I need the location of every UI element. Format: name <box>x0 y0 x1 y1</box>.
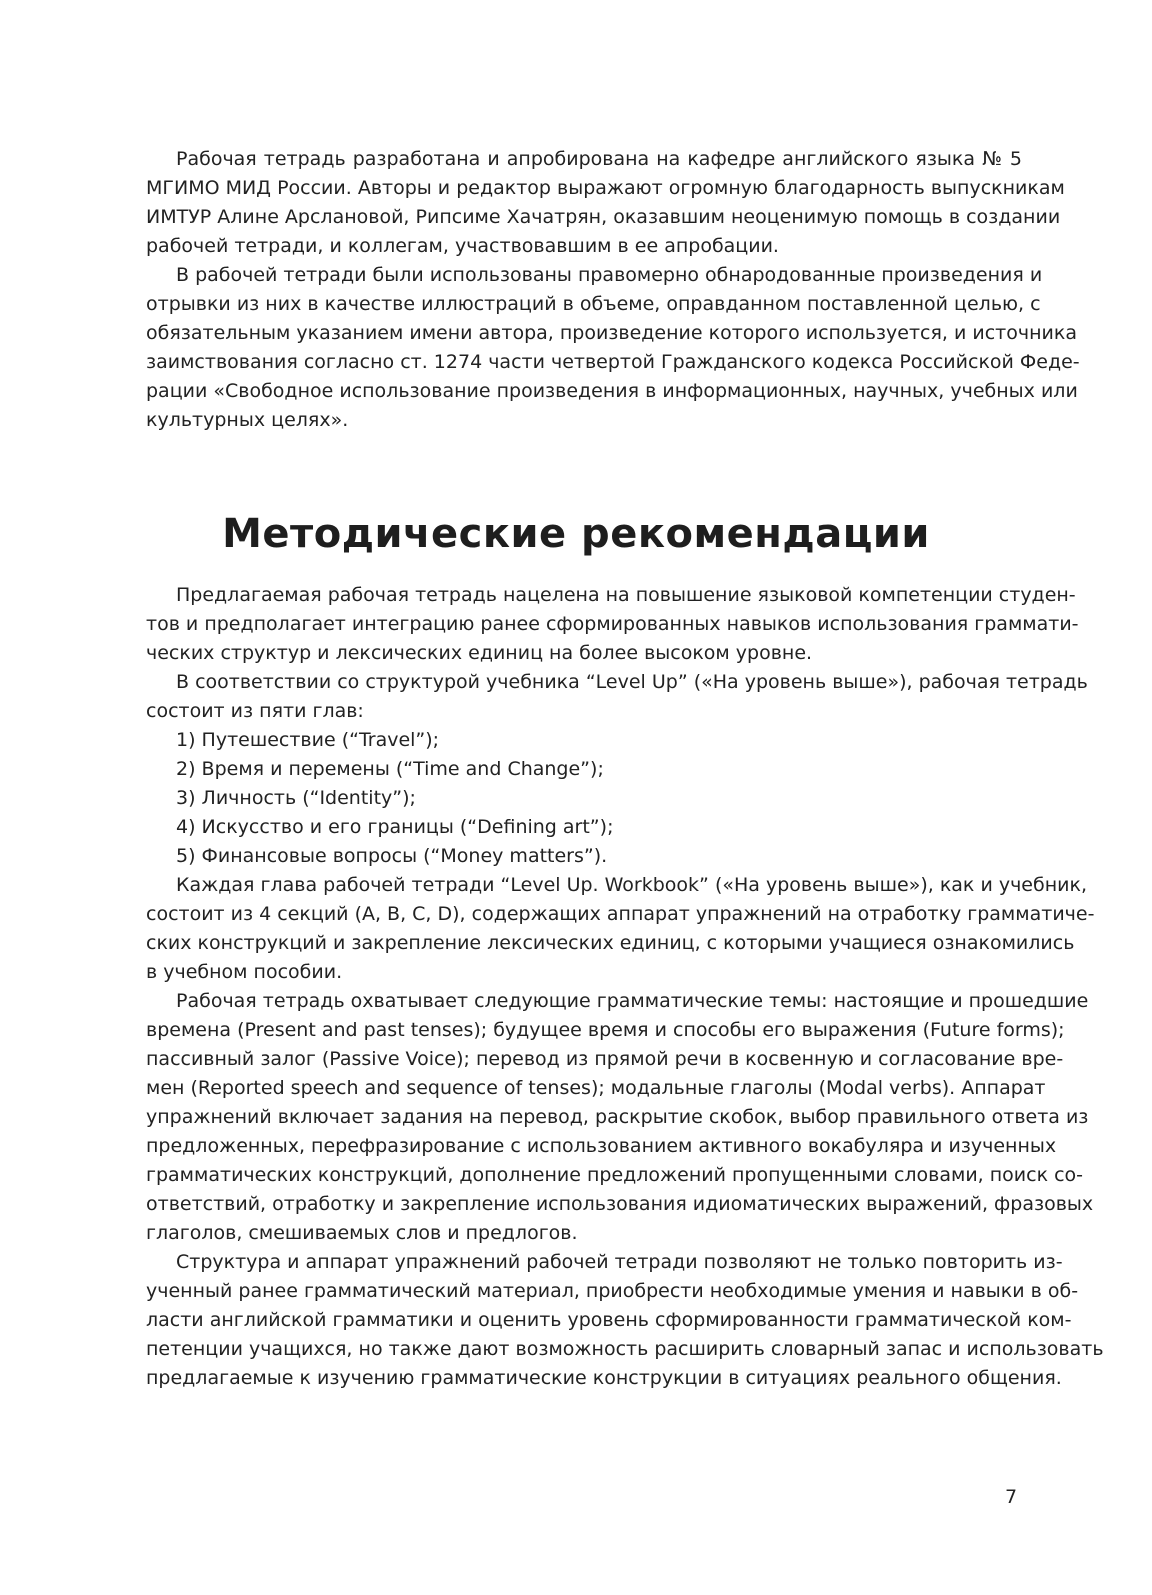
section-heading: Методические рекомендации <box>222 511 930 557</box>
list-item: 3) Личность (“Identity”); <box>176 787 416 809</box>
text-line: ласти английской грамматики и оценить уровень сформированности грамматической ком- <box>146 1309 1072 1331</box>
list-item: 5) Финансовые вопросы (“Money matters”). <box>176 845 608 867</box>
text-line: рабочей тетради, и коллегам, участвовавшим в ее апробации. <box>146 235 779 257</box>
text-line: петенции учащихся, но также дают возможность расширить словарный запас и использовать <box>146 1338 1104 1360</box>
text-line: времена (Present and past tenses); будущее время и способы его выражения (Future forms); <box>146 1019 1065 1041</box>
text-line: В рабочей тетради были использованы правомерно обнародованные произведения и <box>176 264 1043 286</box>
text-line: Структура и аппарат упражнений рабочей тетради позволяют не только повторить из- <box>176 1251 1063 1273</box>
text-line: предложенных, перефразирование с использованием активного вокабуляра и изученных <box>146 1135 1057 1157</box>
text-line: культурных целях». <box>146 409 349 431</box>
text-line: заимствования согласно ст. 1274 части четвертой Гражданского кодекса Российской Феде- <box>146 351 1080 373</box>
text-line: Рабочая тетрадь охватывает следующие грамматические темы: настоящие и прошедшие <box>176 990 1089 1012</box>
text-line: Рабочая тетрадь разработана и апробирована на кафедре английского языка № 5 <box>176 148 1022 170</box>
text-line: тов и предполагает интеграцию ранее сформированных навыков использования граммати- <box>146 613 1079 635</box>
text-line: состоит из 4 секций (A, B, C, D), содержащих аппарат упражнений на отработку грамматиче- <box>146 903 1095 925</box>
text-line: грамматических конструкций, дополнение предложений пропущенными словами, поиск со- <box>146 1164 1084 1186</box>
guidelines-section <box>146 581 1104 1393</box>
text-line: мен (Reported speech and sequence of tenses); модальные глаголы (Modal verbs). Аппарат <box>146 1077 1046 1099</box>
text-line: упражнений включает задания на перевод, раскрытие скобок, выбор правильного ответа из <box>146 1106 1089 1128</box>
text-line: обязательным указанием имени автора, произведение которого используется, и источника <box>146 322 1077 344</box>
list-item: 4) Искусство и его границы (“Defining art”); <box>176 816 614 838</box>
text-line: ских конструкций и закрепление лексических единиц, с которыми учащиеся ознакомились <box>146 932 1075 954</box>
text-line: состоит из пяти глав: <box>146 700 364 722</box>
text-line: ИМТУР Алине Арслановой, Рипсиме Хачатрян, оказавшим неоценимую помощь в создании <box>146 206 1061 228</box>
text-line: Каждая глава рабочей тетради “Level Up. Workbook” («На уровень выше»), как и учебник, <box>176 874 1087 896</box>
text-line: глаголов, смешиваемых слов и предлогов. <box>146 1222 578 1244</box>
text-line: Предлагаемая рабочая тетрадь нацелена на повышение языковой компетенции студен- <box>176 584 1076 606</box>
text-line: ческих структур и лексических единиц на более высоком уровне. <box>146 642 813 664</box>
intro-section <box>146 145 1080 435</box>
text-line: ученный ранее грамматический материал, приобрести необходимые умения и навыки в об- <box>146 1280 1079 1302</box>
page-number: 7 <box>1005 1486 1018 1508</box>
text-line: рации «Свободное использование произведения в информационных, научных, учебных или <box>146 380 1078 402</box>
text-line: в учебном пособии. <box>146 961 343 983</box>
list-item: 2) Время и перемены (“Time and Change”); <box>176 758 604 780</box>
list-item: 1) Путешествие (“Travel”); <box>176 729 440 751</box>
text-line: отрывки из них в качестве иллюстраций в объеме, оправданном поставленной целью, с <box>146 293 1041 315</box>
text-line: В соответствии со структурой учебника “Level Up” («На уровень выше»), рабочая тетрадь <box>176 671 1088 693</box>
text-line: пассивный залог (Passive Voice); перевод из прямой речи в косвенную и согласование вре- <box>146 1048 1064 1070</box>
text-line: ответствий, отработку и закрепление использования идиоматических выражений, фразовых <box>146 1193 1094 1215</box>
text-line: МГИМО МИД России. Авторы и редактор выражают огромную благодарность выпускникам <box>146 177 1065 199</box>
text-line: предлагаемые к изучению грамматические конструкции в ситуациях реального общения. <box>146 1367 1062 1389</box>
